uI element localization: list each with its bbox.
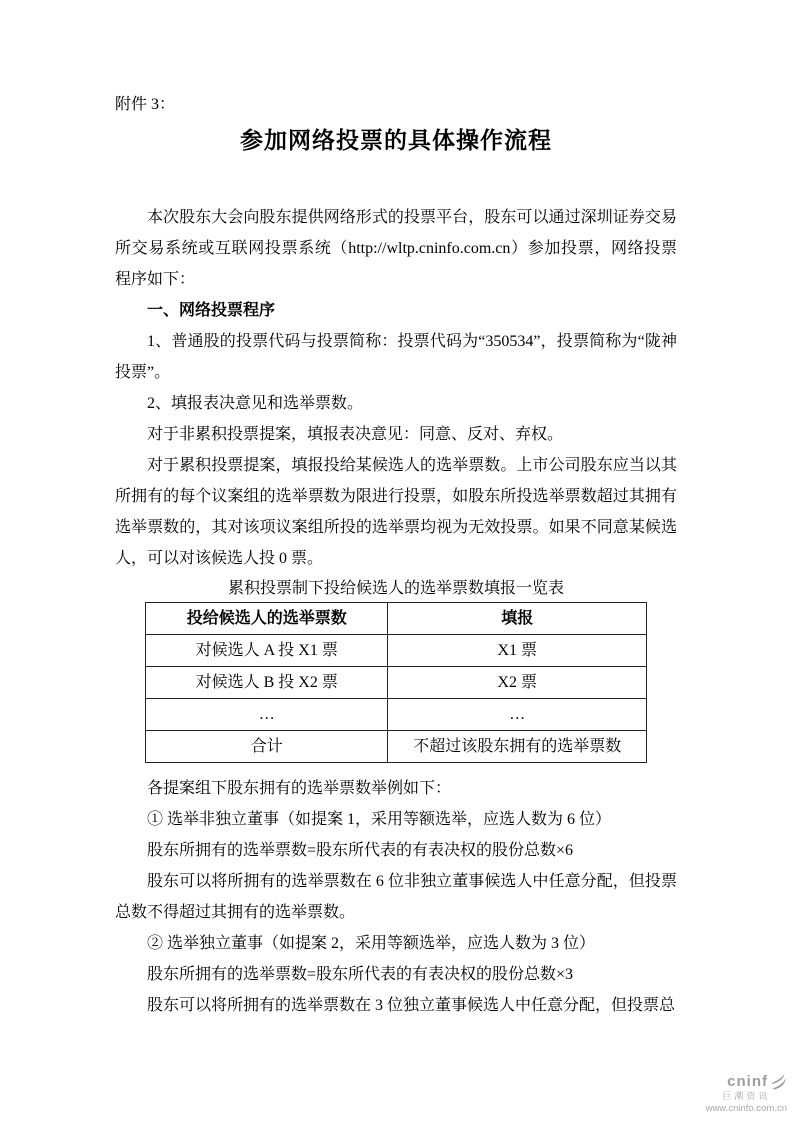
cninfo-url: www.cninfo.com.cn — [705, 1103, 787, 1114]
table-caption: 累积投票制下投给候选人的选举票数填报一览表 — [227, 580, 564, 597]
cninfo-swirl-icon — [770, 1073, 787, 1090]
cninfo-brand-row — [706, 1073, 787, 1090]
attachment-label: 附件 3： — [115, 96, 176, 113]
paragraph-item2-title: ② 选举独立董事（如提案 2，采用等额选举，应选人数为 3 位） — [147, 935, 596, 952]
cninfo-brand-text: cninf — [727, 1073, 768, 1090]
table-cell: 对候选人 A 投 X1 票 — [146, 635, 388, 667]
paragraph-item2-formula: 股东所拥有的选举票数=股东所代表的有表决权的股份总数×3 — [147, 966, 574, 983]
table-row — [146, 667, 647, 699]
table-cell: 对候选人 B 投 X2 票 — [146, 667, 388, 699]
paragraph-item1-title: ① 选举非独立董事（如提案 1，采用等额选举，应选人数为 6 位） — [147, 811, 612, 828]
table-row — [146, 731, 647, 763]
paragraph-item2-note: 股东可以将所拥有的选举票数在 3 位独立董事候选人中任意分配，但投票总 — [147, 997, 676, 1014]
table-header-votes: 投给候选人的选举票数 — [146, 603, 388, 635]
table-cell: X1 票 — [388, 635, 647, 667]
table-cell: X2 票 — [388, 667, 647, 699]
table-header-row — [146, 603, 647, 635]
table-cell: 合计 — [146, 731, 388, 763]
cumulative-voting-table — [145, 602, 647, 763]
paragraph-intro: 本次股东大会向股东提供网络形式的投票平台，股东可以通过深圳证券交易所交易系统或互联网投票系统（http://wltp.cninfo.com.cn）参加投票，网络投票程序如下： — [115, 209, 677, 288]
table-row — [146, 699, 647, 731]
table-header-fill: 填报 — [388, 603, 647, 635]
paragraph-item1-formula: 股东所拥有的选举票数=股东所代表的有表决权的股份总数×6 — [147, 842, 574, 859]
paragraph-noncumulative: 对于非累积投票提案，填报表决意见：同意、反对、弃权。 — [147, 426, 564, 443]
page-title: 参加网络投票的具体操作流程 — [240, 128, 552, 153]
table-row — [146, 635, 647, 667]
paragraph-vote-code: 1、普通股的投票代码与投票简称：投票代码为“350534”，投票简称为“陇神投票”。 — [115, 333, 677, 381]
paragraph-item1-note: 股东可以将所拥有的选举票数在 6 位非独立董事候选人中任意分配，但投票总数不得超过其拥有的选举票数。 — [115, 873, 677, 921]
cninfo-logo — [706, 1073, 787, 1114]
paragraph-examples-intro: 各提案组下股东拥有的选举票数举例如下： — [147, 780, 452, 797]
table-cell: 不超过该股东拥有的选举票数 — [388, 731, 647, 763]
paragraph-fill-in: 2、填报表决意见和选举票数。 — [147, 395, 364, 412]
section-heading-network-voting-procedure: 一、网络投票程序 — [147, 302, 276, 319]
document-content — [115, 0, 677, 1021]
paragraph-cumulative: 对于累积投票提案，填报投给某候选人的选举票数。上市公司股东应当以其所拥有的每个议案组的选举票数为限进行投票，如股东所投选举票数超过其拥有选举票数的，其对该项议案组所投的选举票均视为无效投票。如果不同意某候选人，可以对该候选人投 0 票。 — [115, 457, 677, 567]
table-cell: … — [388, 699, 647, 731]
cninfo-brand-chinese: 巨潮资讯 — [722, 1091, 771, 1101]
table-cell: … — [146, 699, 388, 731]
